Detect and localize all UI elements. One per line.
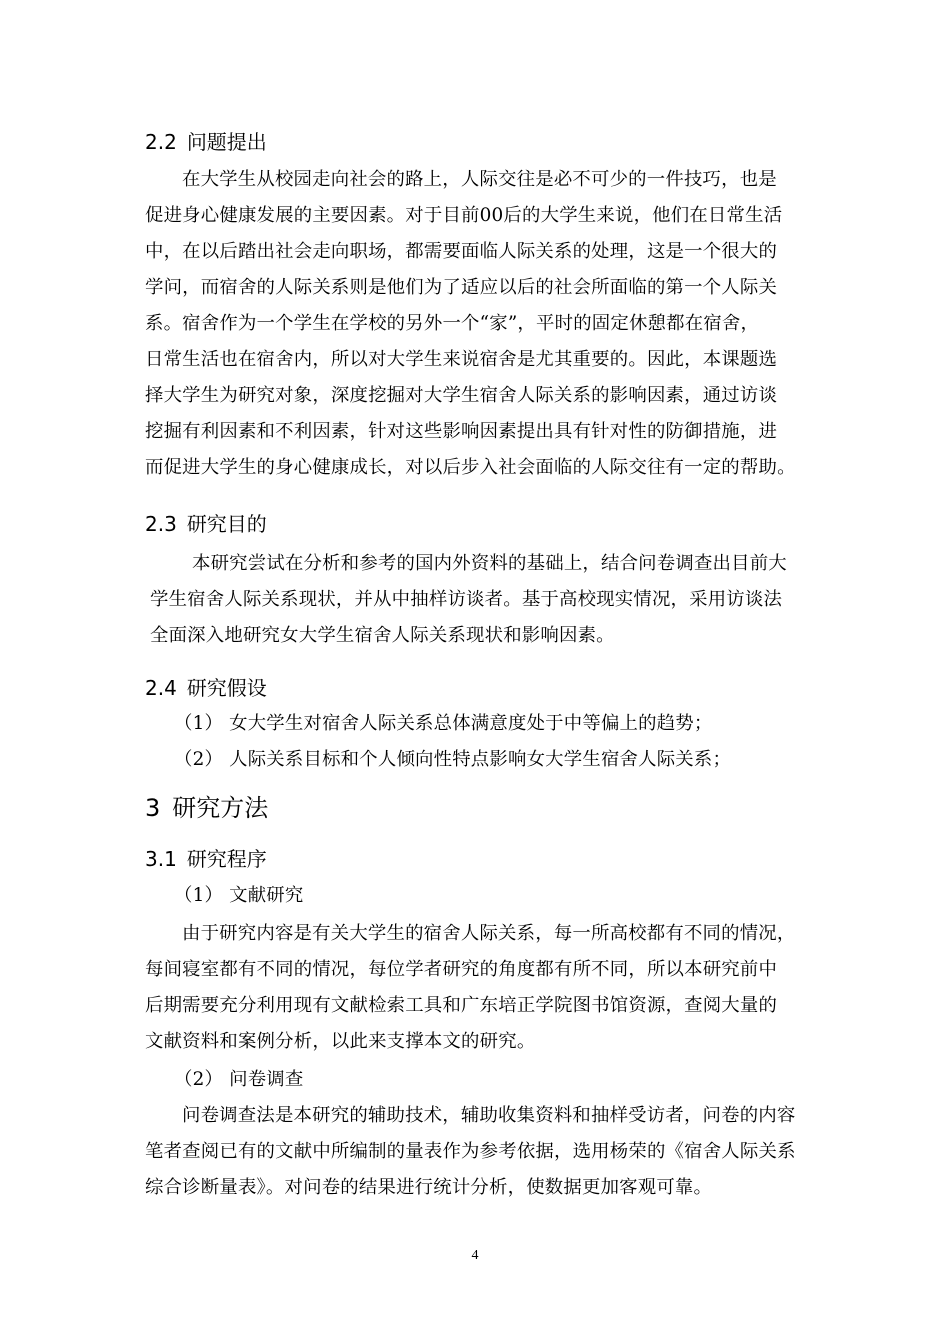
- section-number: 2.2: [145, 130, 177, 154]
- section-heading-2-3: [145, 510, 267, 538]
- paragraph-line: 综合诊断量表》。对问卷的结果进行统计分析，使数据更加客观可靠。: [145, 1177, 713, 1198]
- section-heading-2-4: [145, 674, 267, 702]
- paragraph-line: 每间寝室都有不同的情况，每位学者研究的角度都有所不同，所以本研究前中: [145, 959, 778, 980]
- paragraph-line: 挖掘有利因素和不利因素，针对这些影响因素提出具有针对性的防御措施，进: [145, 421, 778, 442]
- hypothesis-item: （1） 女大学生对宿舍人际关系总体满意度处于中等偏上的趋势；: [174, 713, 713, 734]
- paragraph-line: 本研究尝试在分析和参考的国内外资料的基础上，结合问卷调查出目前大: [192, 553, 787, 574]
- section-title: 问题提出: [186, 130, 267, 154]
- section-heading-3-1: [145, 845, 267, 873]
- paragraph-line: 系。宿舍作为一个学生在学校的另外一个“家”，平时的固定休憩都在宿舍，: [145, 313, 760, 334]
- paragraph-line: 由于研究内容是有关大学生的宿舍人际关系，每一所高校都有不同的情况，: [182, 923, 796, 944]
- section-number: 3.1: [145, 847, 177, 871]
- paragraph-line: 后期需要充分利用现有文献检索工具和广东培正学院图书馆资源，查阅大量的: [145, 995, 778, 1016]
- section-heading-2-2: [145, 128, 267, 156]
- page-number: 4: [471, 1248, 479, 1263]
- section-title: 研究假设: [186, 676, 267, 700]
- paragraph-line: 在大学生从校园走向社会的路上，人际交往是必不可少的一件技巧，也是: [182, 169, 777, 190]
- chapter-number: 3: [145, 794, 161, 822]
- paragraph-line: 择大学生为研究对象，深度挖掘对大学生宿舍人际关系的影响因素，通过访谈: [145, 385, 778, 406]
- paragraph-line: 全面深入地研究女大学生宿舍人际关系现状和影响因素。: [150, 625, 615, 646]
- paragraph-line: 而促进大学生的身心健康成长，对以后步入社会面临的人际交往有一定的帮助。: [145, 457, 796, 478]
- section-title: 研究目的: [186, 512, 267, 536]
- paragraph-line: 学生宿舍人际关系现状，并从中抽样访谈者。基于高校现实情况，采用访谈法: [150, 589, 783, 610]
- paragraph-line: 文献资料和案例分析，以此来支撑本文的研究。: [145, 1031, 536, 1052]
- section-title: 研究程序: [186, 847, 267, 871]
- chapter-title: 研究方法: [172, 794, 269, 822]
- paragraph-line: 笔者查阅已有的文献中所编制的量表作为参考依据，选用杨荣的《宿舍人际关系: [145, 1141, 796, 1162]
- hypothesis-item: （2） 人际关系目标和个人倾向性特点影响女大学生宿舍人际关系；: [174, 749, 732, 770]
- paragraph-line: 问卷调查法是本研究的辅助技术，辅助收集资料和抽样受访者，问卷的内容: [182, 1105, 796, 1126]
- paragraph-line: 日常生活也在宿舍内，所以对大学生来说宿舍是尤其重要的。因此，本课题选: [145, 349, 778, 370]
- paragraph-line: 中，在以后踏出社会走向职场，都需要面临人际关系的处理，这是一个很大的: [145, 241, 778, 262]
- paragraph-line: 促进身心健康发展的主要因素。对于目前00后的大学生来说，他们在日常生活: [145, 205, 783, 226]
- section-number: 2.3: [145, 512, 177, 536]
- section-number: 2.4: [145, 676, 177, 700]
- method-label-survey: （2） 问卷调查: [174, 1069, 304, 1090]
- method-label-literature: （1） 文献研究: [174, 885, 304, 906]
- chapter-heading-3: [145, 792, 268, 824]
- paragraph-line: 学问，而宿舍的人际关系则是他们为了适应以后的社会所面临的第一个人际关: [145, 277, 778, 298]
